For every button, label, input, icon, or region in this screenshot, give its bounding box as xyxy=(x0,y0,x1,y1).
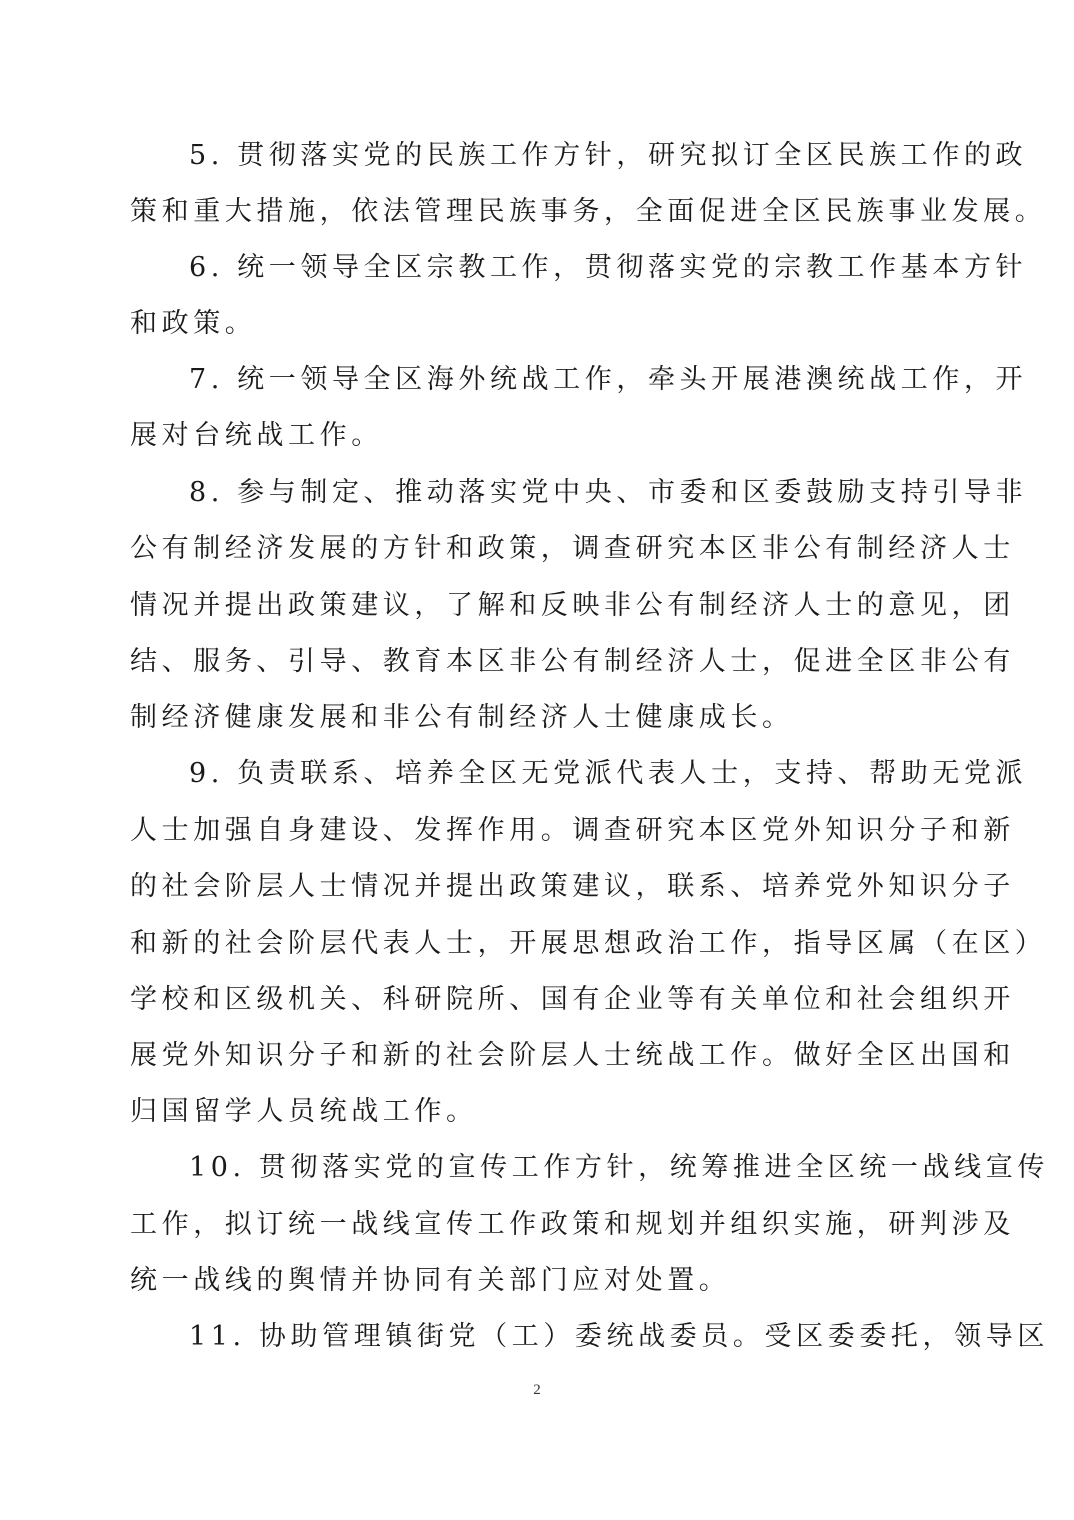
line-item-p7-1: 7. 统一领导全区海外统战工作，牵头开展港澳统战工作，开 xyxy=(189,364,1028,395)
line-item-p10-1: 10. 贯彻落实党的宣传工作方针，统筹推进全区统一战线宣传 xyxy=(189,1152,1049,1183)
line-item-p8-5: 制经济健康发展和非公有制经济人士健康成长。 xyxy=(130,702,794,733)
line-item-p9-3: 的社会阶层人士情况并提出政策建议，联系、培养党外知识分子 xyxy=(130,871,1015,902)
line-item-p9-4: 和新的社会阶层代表人士，开展思想政治工作，指导区属（在区） xyxy=(130,928,1047,959)
line-item-p5-1: 5. 贯彻落实党的民族工作方针，研究拟订全区民族工作的政 xyxy=(189,140,1028,171)
line-item-p9-7: 归国留学人员统战工作。 xyxy=(130,1096,478,1127)
page-number: 2 xyxy=(533,1382,541,1398)
line-item-p5-2: 策和重大措施，依法管理民族事务，全面促进全区民族事业发展。 xyxy=(130,196,1047,227)
line-item-p9-2: 人士加强自身建设、发挥作用。调查研究本区党外知识分子和新 xyxy=(130,815,1015,846)
line-item-p8-1: 8. 参与制定、推动落实党中央、市委和区委鼓励支持引导非 xyxy=(189,477,1028,508)
line-item-p8-4: 结、服务、引导、教育本区非公有制经济人士，促进全区非公有 xyxy=(130,646,1015,677)
line-item-p7-2: 展对台统战工作。 xyxy=(130,420,383,451)
line-item-p8-2: 公有制经济发展的方针和政策，调查研究本区非公有制经济人士 xyxy=(130,533,1015,564)
line-item-p9-6: 展党外知识分子和新的社会阶层人士统战工作。做好全区出国和 xyxy=(130,1040,1015,1071)
line-item-p6-1: 6. 统一领导全区宗教工作，贯彻落实党的宗教工作基本方针 xyxy=(189,252,1028,283)
line-item-p9-5: 学校和区级机关、科研院所、国有企业等有关单位和社会组织开 xyxy=(130,984,1015,1015)
line-item-p10-2: 工作，拟订统一战线宣传工作政策和规划并组织实施，研判涉及 xyxy=(130,1209,1015,1240)
line-item-p11-1: 11. 协助管理镇街党（工）委统战委员。受区委委托，领导区 xyxy=(189,1321,1049,1352)
line-item-p9-1: 9. 负责联系、培养全区无党派代表人士，支持、帮助无党派 xyxy=(189,758,1028,789)
line-item-p10-3: 统一战线的舆情并协同有关部门应对处置。 xyxy=(130,1265,731,1296)
line-item-p6-2: 和政策。 xyxy=(130,308,257,339)
line-item-p8-3: 情况并提出政策建议，了解和反映非公有制经济人士的意见，团 xyxy=(130,590,1015,621)
